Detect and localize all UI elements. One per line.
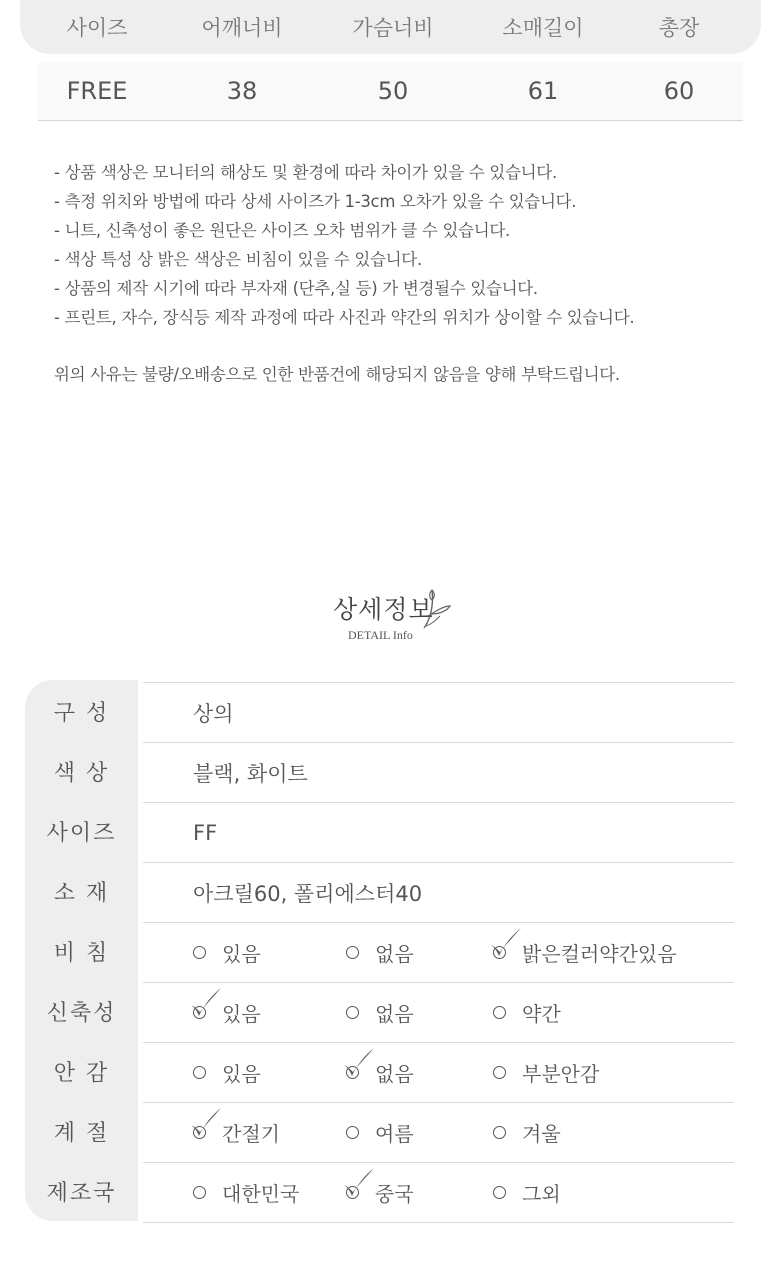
option-label: 없음 — [375, 1002, 414, 1026]
detail-label: 사이즈 — [46, 821, 117, 846]
detail-value: 상의 — [193, 701, 234, 726]
detail-label: 안 감 — [53, 1061, 110, 1086]
checkmark-icon — [188, 985, 224, 1021]
radio-checked-icon[interactable] — [346, 1186, 359, 1199]
detail-option[interactable] — [493, 1043, 599, 1102]
size-header-cell: 사이즈 — [66, 16, 128, 40]
radio-icon[interactable] — [493, 1186, 506, 1199]
detail-option[interactable] — [346, 1103, 414, 1162]
detail-row — [143, 1043, 734, 1103]
radio-icon[interactable] — [346, 1126, 359, 1139]
option-label: 없음 — [375, 942, 414, 966]
option-label: 겨울 — [522, 1122, 561, 1146]
notice-item: - 색상 특성 상 밝은 색상은 비침이 있을 수 있습니다. — [54, 250, 422, 269]
notice-item: - 상품 색상은 모니터의 해상도 및 환경에 따라 차이가 있을 수 있습니다. — [54, 163, 557, 182]
notice-item: - 니트, 신축성이 좋은 원단은 사이즈 오차 범위가 클 수 있습니다. — [54, 221, 510, 240]
size-table-row — [38, 62, 743, 121]
detail-value: 블랙, 화이트 — [193, 761, 308, 786]
option-label: 부분안감 — [522, 1062, 600, 1086]
option-label: 여름 — [375, 1122, 414, 1146]
option-label: 없음 — [375, 1062, 414, 1086]
option-label: 그외 — [522, 1182, 561, 1206]
leaf-icon — [420, 584, 454, 632]
detail-label: 비 침 — [53, 941, 110, 966]
detail-title: 상세정보 — [333, 595, 434, 624]
detail-option[interactable] — [346, 983, 414, 1042]
notice-item: - 상품의 제작 시기에 따라 부자재 (단추,실 등) 가 변경될수 있습니다. — [54, 279, 538, 298]
detail-row — [143, 983, 734, 1043]
detail-option[interactable] — [493, 1163, 561, 1222]
detail-option[interactable] — [193, 1163, 299, 1222]
detail-subtitle: DETAIL Info — [348, 628, 413, 642]
size-header-cell: 총장 — [658, 16, 700, 40]
radio-icon[interactable] — [493, 1126, 506, 1139]
radio-icon[interactable] — [493, 1006, 506, 1019]
detail-row — [143, 743, 734, 803]
size-cell: FREE — [66, 77, 128, 105]
size-header-cell: 어깨너비 — [201, 16, 283, 40]
radio-icon[interactable] — [346, 1006, 359, 1019]
detail-table — [143, 682, 734, 1223]
radio-icon[interactable] — [493, 1066, 506, 1079]
detail-option[interactable] — [493, 1103, 561, 1162]
detail-option[interactable] — [193, 1103, 280, 1162]
detail-option[interactable] — [193, 1043, 261, 1102]
detail-option[interactable] — [346, 1043, 414, 1102]
radio-checked-icon[interactable] — [193, 1006, 206, 1019]
size-table-header — [20, 0, 761, 54]
detail-value: 아크릴60, 폴리에스터40 — [193, 881, 423, 906]
option-label: 간절기 — [222, 1122, 280, 1146]
detail-option[interactable] — [493, 983, 561, 1042]
detail-row — [143, 803, 734, 863]
option-label: 중국 — [375, 1182, 414, 1206]
radio-checked-icon[interactable] — [193, 1126, 206, 1139]
size-cell: 60 — [663, 77, 695, 105]
detail-row — [143, 1103, 734, 1163]
detail-label: 제조국 — [46, 1181, 117, 1206]
detail-option[interactable] — [493, 923, 677, 982]
size-cell: 61 — [527, 77, 559, 105]
detail-row — [143, 863, 734, 923]
radio-icon[interactable] — [193, 1066, 206, 1079]
radio-checked-icon[interactable] — [346, 1066, 359, 1079]
detail-option[interactable] — [346, 1163, 414, 1222]
detail-row — [143, 1163, 734, 1223]
detail-option[interactable] — [346, 923, 414, 982]
option-label: 있음 — [222, 942, 261, 966]
checkmark-icon — [488, 925, 524, 961]
checkmark-icon — [341, 1045, 377, 1081]
checkmark-icon — [188, 1105, 224, 1141]
detail-value: FF — [193, 820, 218, 845]
detail-label: 신축성 — [46, 1001, 117, 1026]
checkmark-icon — [341, 1165, 377, 1201]
detail-label: 색 상 — [53, 761, 110, 786]
detail-row — [143, 683, 734, 743]
detail-label: 소 재 — [53, 881, 110, 906]
option-label: 밝은컬러약간있음 — [522, 942, 677, 966]
option-label: 약간 — [522, 1002, 561, 1026]
option-label: 있음 — [222, 1002, 261, 1026]
notice-list — [54, 158, 754, 389]
notice-item: - 프린트, 자수, 장식등 제작 과정에 따라 사진과 약간의 위치가 상이할 수 있습니다. — [54, 308, 635, 327]
detail-label: 구 성 — [53, 701, 110, 726]
size-header-cell: 가슴너비 — [352, 16, 434, 40]
radio-icon[interactable] — [193, 1186, 206, 1199]
notice-item: - 측정 위치와 방법에 따라 상세 사이즈가 1-3cm 오차가 있을 수 있습니다. — [54, 192, 577, 211]
detail-label: 계 절 — [53, 1121, 110, 1146]
size-cell: 38 — [226, 77, 258, 105]
detail-option[interactable] — [193, 983, 261, 1042]
radio-icon[interactable] — [346, 946, 359, 959]
option-label: 대한민국 — [222, 1182, 300, 1206]
size-cell: 50 — [377, 77, 409, 105]
radio-checked-icon[interactable] — [493, 946, 506, 959]
detail-option[interactable] — [193, 923, 261, 982]
option-label: 있음 — [222, 1062, 261, 1086]
notice-footer: 위의 사유는 불량/오배송으로 인한 반품건에 해당되지 않음을 양해 부탁드립니다. — [54, 365, 620, 384]
radio-icon[interactable] — [193, 946, 206, 959]
size-header-cell: 소매길이 — [502, 16, 584, 40]
detail-row — [143, 923, 734, 983]
